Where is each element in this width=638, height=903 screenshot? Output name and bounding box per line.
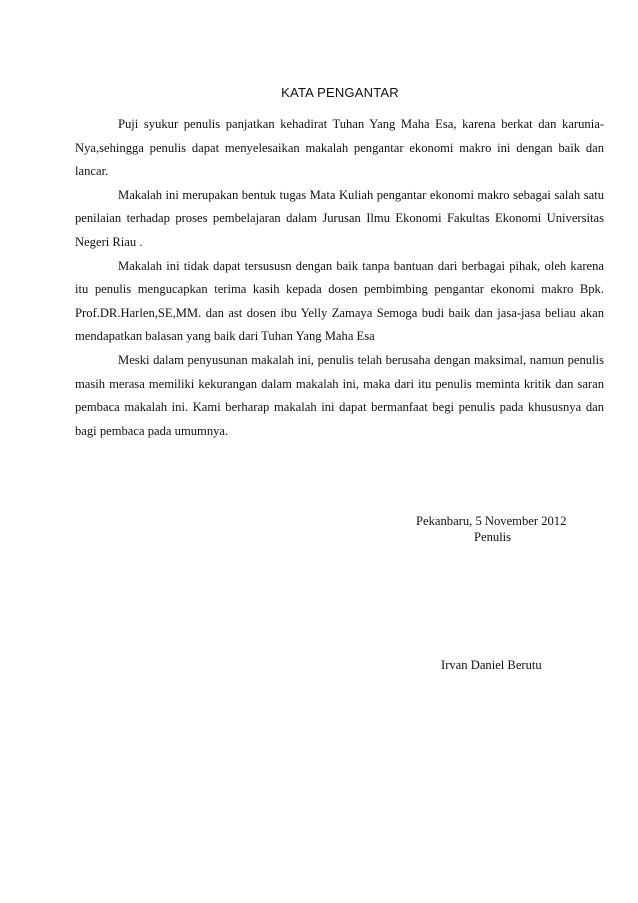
paragraph-4: Meski dalam penyusunan makalah ini, penulis telah berusaha dengan maksimal, namun penulis masih merasa memiliki kekurangan dalam makalah ini, maka dari itu penulis meminta kritik dan saran pembaca makalah ini. Kami berharap makalah ini dapat bermanfaat begi penulis pada khususnya dan bagi pembaca pada umumnya. [75, 352, 604, 438]
signature-place-date: Pekanbaru, 5 November 2012 [416, 514, 567, 528]
paragraph-3: Makalah ini tidak dapat tersususn dengan baik tanpa bantuan dari berbagai pihak, oleh karena itu penulis mengucapkan terima kasih kepada dosen pembimbing pengantar ekonomi makro Bpk. Prof.DR.Harlen,SE,MM. dan ast dosen ibu Yelly Zamaya Semoga budi baik dan jasa-jasa beliau akan mendapatkan balasan yang baik dari Tuhan Yang Maha Esa [75, 258, 604, 344]
paragraph-1: Puji syukur penulis panjatkan kehadirat Tuhan Yang Maha Esa, karena berkat dan karunia-Nya,sehingga penulis dapat menyelesaikan makalah pengantar ekonomi makro ini dengan baik dan lancar. [75, 117, 604, 179]
signature-role: Penulis [474, 530, 512, 544]
paragraph-2: Makalah ini merupakan bentuk tugas Mata Kuliah pengantar ekonomi makro sebagai salah satu penilaian terhadap proses pembelajaran dalam Jurusan Ilmu Ekonomi Fakultas Ekonomi Universitas Negeri Riau . [75, 187, 604, 249]
signature-name: Irvan Daniel Berutu [441, 658, 542, 672]
document-body [75, 113, 604, 443]
page-title: KATA PENGANTAR [281, 85, 399, 100]
